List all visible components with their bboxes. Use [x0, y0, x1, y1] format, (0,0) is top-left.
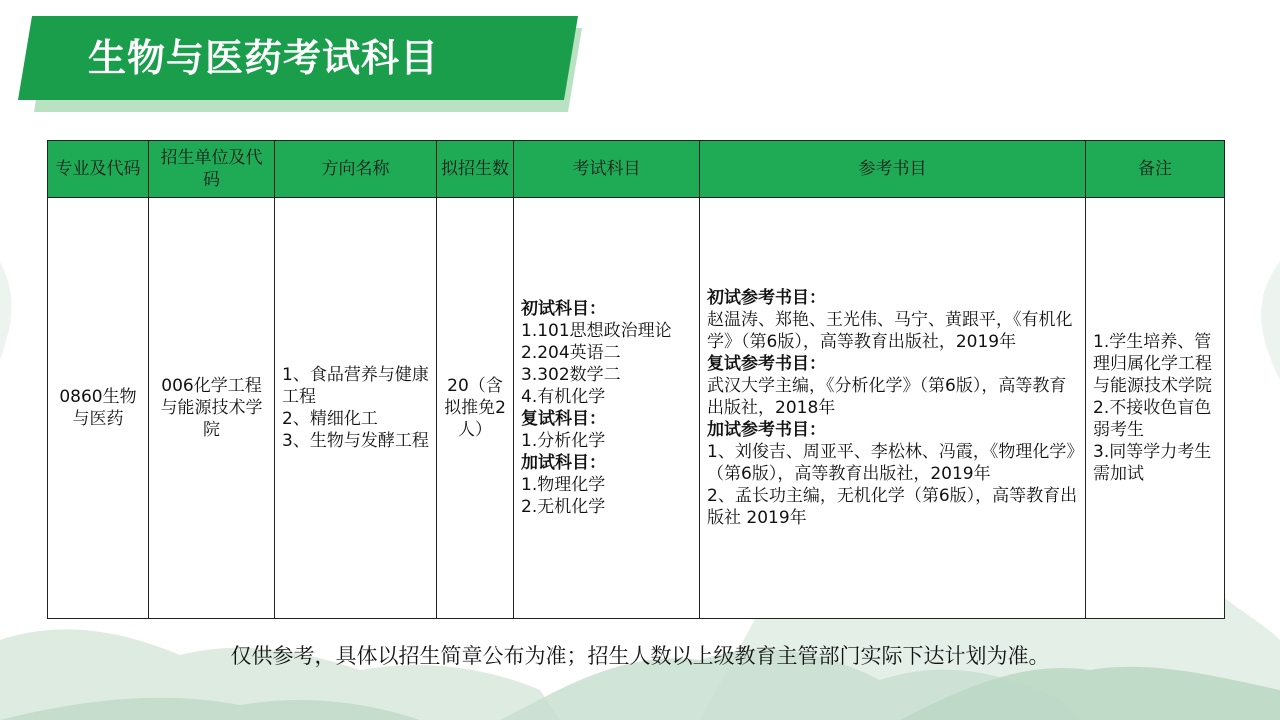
- direction-item: 3、生物与发酵工程: [282, 431, 429, 451]
- exam-extra-heading: 加试科目：: [521, 453, 606, 473]
- direction-item: 2、精细化工: [282, 409, 378, 429]
- cell-unit: 006化学工程与能源技术学院: [149, 198, 275, 619]
- page-title: 生物与医药考试科目: [88, 36, 440, 80]
- exam-item: 3.302数学二: [521, 365, 621, 385]
- header-enrollment: 拟招生数: [437, 141, 514, 198]
- header-exams: 考试科目: [514, 141, 700, 198]
- header-major: 专业及代码: [48, 141, 149, 198]
- direction-item: 1、食品营养与健康工程: [282, 365, 429, 407]
- cell-exams: [514, 198, 700, 619]
- book-item: 1、刘俊吉、周亚平、李松林、冯霞，《物理化学》（第6版），高等教育出版社，2019年: [707, 442, 1075, 484]
- cell-enrollment: 20（含拟推免2人）: [437, 198, 514, 619]
- footer-disclaimer: 仅供参考，具体以招生简章公布为准；招生人数以上级教育主管部门实际下达计划为准。: [230, 644, 1050, 668]
- cell-directions: [275, 198, 437, 619]
- note-item: 2.不接收色盲色弱考生: [1093, 398, 1212, 440]
- header-books: 参考书目: [700, 141, 1086, 198]
- exam-subjects-table: [47, 140, 1225, 619]
- exam-item: 1.分析化学: [521, 431, 606, 451]
- header-unit: 招生单位及代码: [149, 141, 275, 198]
- exam-retest-heading: 复试科目：: [521, 409, 606, 429]
- cell-books: [700, 198, 1086, 619]
- exam-item: 2.204英语二: [521, 343, 621, 363]
- table-row: [48, 198, 1225, 619]
- note-item: 1.学生培养、管理归属化学工程与能源技术学院: [1093, 332, 1212, 396]
- book-item: 武汉大学主编，《分析化学》（第6版），高等教育出版社，2018年: [707, 376, 1067, 418]
- exam-item: 4.有机化学: [521, 387, 606, 407]
- exam-item: 1.物理化学: [521, 475, 606, 495]
- book-item: 2、孟长功主编，无机化学（第6版），高等教育出版社 2019年: [707, 486, 1078, 528]
- exam-item: 2.无机化学: [521, 497, 606, 517]
- cell-major: 0860生物与医药: [48, 198, 149, 619]
- cell-notes: [1086, 198, 1225, 619]
- header-notes: 备注: [1086, 141, 1225, 198]
- table-header-row: [48, 141, 1225, 198]
- books-extra-heading: 加试参考书目：: [707, 420, 826, 440]
- exam-initial-heading: 初试科目：: [521, 299, 606, 319]
- header-direction: 方向名称: [275, 141, 437, 198]
- note-item: 3.同等学力考生需加试: [1093, 442, 1212, 484]
- exam-item: 1.101思想政治理论: [521, 321, 672, 341]
- books-retest-heading: 复试参考书目：: [707, 354, 826, 374]
- book-item: 赵温涛、郑艳、王光伟、马宁、黄跟平，《有机化学》（第6版），高等教育出版社，2019年: [707, 310, 1073, 352]
- books-initial-heading: 初试参考书目：: [707, 288, 826, 308]
